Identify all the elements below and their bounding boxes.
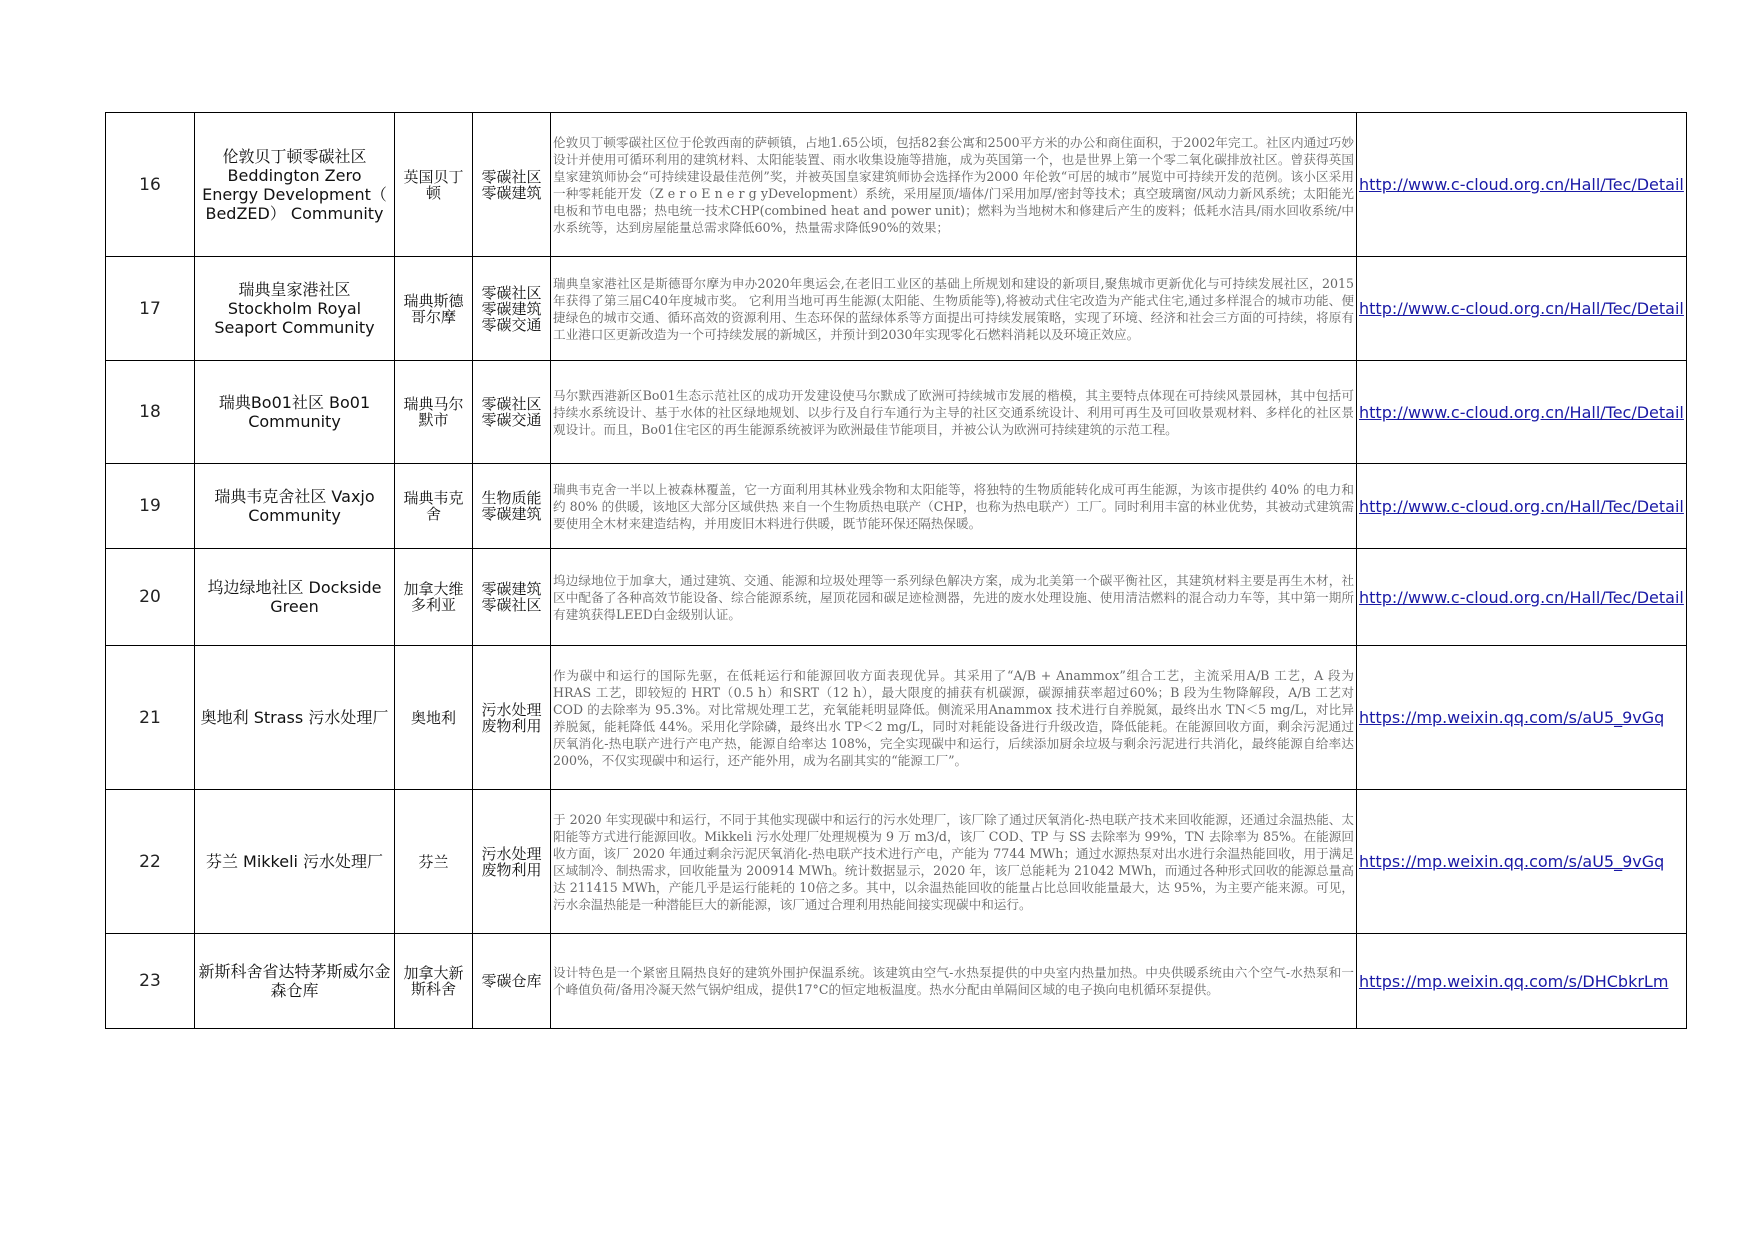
location: 芬兰	[395, 790, 473, 934]
category: 零碳仓库	[473, 934, 551, 1029]
category: 零碳社区零碳交通	[473, 361, 551, 464]
source-link-cell	[1357, 113, 1687, 257]
description: 坞边绿地位于加拿大，通过建筑、交通、能源和垃圾处理等一系列绿色解决方案，成为北美第一个碳平衡社区，其建筑材料主要是再生木材，社区中配备了各种高效节能设备、综合能源系统，屋顶花园和碳足迹检测器，先进的废水处理设施、使用清洁燃料的混合动力车等，其中第一期所有建筑获得LEED白金级别认证。	[551, 549, 1357, 646]
table-row	[106, 113, 1687, 257]
source-link[interactable]: http://www.c-cloud.org.cn/Hall/Tec/Detail	[1359, 402, 1684, 422]
table-row	[106, 549, 1687, 646]
description: 伦敦贝丁顿零碳社区位于伦敦西南的萨顿镇，占地1.65公顷，包括82套公寓和2500平方米的办公和商住面积，于2002年完工。社区内通过巧妙设计并使用可循环利用的建筑材料、太阳能装置、雨水收集设施等措施，成为英国第一个，也是世界上第一个零二氧化碳排放社区。曾获得英国皇家建筑师协会“可持续建设最佳范例”奖，并被英国皇家建筑师协会选择作为2000 年伦敦“可居的城市”展览中可持续开发的范例。该小区采用一种零耗能开发（Z e r o E n e r g yDevelopment）系统，采用屋顶/墙体/门采用加厚/密封等技术；真空玻璃窗/风动力新风系统；太阳能光电板和节电电器；热电统一技术CHP(combined heat and power unit)；燃料为当地树木和修建后产生的废料；低耗水洁具/雨水回收系统/中水系统等，达到房屋能量总需求降低60%，热量需求降低90%的效果；	[551, 113, 1357, 257]
location: 英国贝丁顿	[395, 113, 473, 257]
project-name: 新斯科舍省达特茅斯威尔金森仓库	[195, 934, 395, 1029]
table-row	[106, 790, 1687, 934]
category: 零碳建筑零碳社区	[473, 549, 551, 646]
source-link-cell	[1357, 934, 1687, 1029]
project-name: 瑞典韦克舍社区 Vaxjo Community	[195, 464, 395, 549]
description: 瑞典皇家港社区是斯德哥尔摩为申办2020年奥运会,在老旧工业区的基础上所规划和建设的新项目,聚焦城市更新优化与可持续发展社区，2015年获得了第三届C40年度城市奖。 它利用当地可再生能源(太阳能、生物质能等),将被动式住宅改造为产能式住宅,通过多样混合的城市功能、便捷绿色的城市交通、循环高效的资源利用、生态环保的蓝绿体系等方面提出可持续发展策略，实现了环境、经济和社会三方面的可持续，将原有工业港口区更新改造为一个可持续发展的新城区，并预计到2030年实现零化石燃料消耗以及环境正效应。	[551, 257, 1357, 361]
source-link-cell	[1357, 646, 1687, 790]
table-row	[106, 361, 1687, 464]
table-row	[106, 934, 1687, 1029]
source-link[interactable]: http://www.c-cloud.org.cn/Hall/Tec/Detail	[1359, 299, 1684, 318]
source-link[interactable]: http://www.c-cloud.org.cn/Hall/Tec/Detail	[1359, 496, 1684, 516]
row-number: 21	[106, 646, 195, 790]
source-link[interactable]: https://mp.weixin.qq.com/s/aU5_9vGq	[1359, 852, 1665, 871]
category: 零碳社区零碳建筑	[473, 113, 551, 257]
source-link-cell	[1357, 257, 1687, 361]
row-number: 18	[106, 361, 195, 464]
row-number: 17	[106, 257, 195, 361]
row-number: 20	[106, 549, 195, 646]
location: 奥地利	[395, 646, 473, 790]
source-link-cell	[1357, 464, 1687, 549]
source-link[interactable]: http://www.c-cloud.org.cn/Hall/Tec/Detail	[1359, 175, 1684, 194]
description: 马尔默西港新区Bo01生态示范社区的成功开发建设使马尔默成了欧洲可持续城市发展的楷模，其主要特点体现在可持续风景园林，其中包括可持续水系统设计、基于水体的社区绿地规划、以步行及自行车通行为主导的社区交通系统设计、利用可再生及可回收景观材料、多样化的社区景观设计。而且，Bo01住宅区的再生能源系统被评为欧洲最佳节能项目，并被公认为欧洲可持续建筑的示范工程。	[551, 361, 1357, 464]
source-link[interactable]: http://www.c-cloud.org.cn/Hall/Tec/Detail	[1359, 587, 1684, 607]
category: 污水处理废物利用	[473, 790, 551, 934]
table-row	[106, 257, 1687, 361]
description: 于 2020 年实现碳中和运行，不同于其他实现碳中和运行的污水处理厂，该厂除了通过厌氧消化-热电联产技术来回收能源，还通过余温热能、太阳能等方式进行能源回收。Mikkeli 污水处理厂处理规模为 9 万 m3/d，该厂 COD、TP 与 SS 去除率为 99%，TN 去除率为 85%。在能源回收方面，该厂 2020 年通过剩余污泥厌氧消化-热电联产技术进行产电，产能为 7744 MWh；通过水源热泵对出水进行余温热能回收，用于满足区域制冷、制热需求，回收能量为 200914 MWh。统计数据显示，2020 年，该厂总能耗为 21042 MWh，而通过各种形式回收的能源总量高达 211415 MWh，产能几乎是运行能耗的 10倍之多。其中，以余温热能回收的能量占比总回收能量最大，达 95%，为主要产能来源。可见，污水余温热能是一种潜能巨大的新能源，该厂通过合理利用热能间接实现碳中和运行。	[551, 790, 1357, 934]
location: 瑞典韦克舍	[395, 464, 473, 549]
project-name: 瑞典Bo01社区 Bo01 Community	[195, 361, 395, 464]
location: 瑞典马尔默市	[395, 361, 473, 464]
project-name: 伦敦贝丁顿零碳社区 Beddington Zero Energy Development（ BedZED） Community	[195, 113, 395, 257]
table-row	[106, 464, 1687, 549]
location: 加拿大新斯科舍	[395, 934, 473, 1029]
source-link[interactable]: https://mp.weixin.qq.com/s/aU5_9vGq	[1359, 708, 1665, 727]
location: 加拿大维多利亚	[395, 549, 473, 646]
table-row	[106, 646, 1687, 790]
source-link-cell	[1357, 549, 1687, 646]
category: 污水处理废物利用	[473, 646, 551, 790]
description: 作为碳中和运行的国际先驱，在低耗运行和能源回收方面表现优异。其采用了“A/B + Anammox”组合工艺，主流采用A/B 工艺，A 段为 HRAS 工艺，即较短的 HRT（0.5 h）和SRT（12 h），最大限度的捕获有机碳源，碳源捕获率超过60%；B 段为生物降解段，A/B 工艺对 COD 的去除率为 95.3%。对比常规处理工艺，充氧能耗明显降低。侧流采用Anammox 技术进行自养脱氮，最终出水 TN＜5 mg/L，对比异养脱氮，能耗降低 44%。采用化学除磷，最终出水 TP＜2 mg/L，同时对耗能设备进行升级改造，降低能耗。在能源回收方面，剩余污泥通过厌氧消化-热电联产进行产电产热，能源自给率达 108%，完全实现碳中和运行，后续添加厨余垃圾与剩余污泥进行共消化，最终能源自给率达 200%，不仅实现碳中和运行，还产能外用，成为名副其实的“能源工厂”。	[551, 646, 1357, 790]
project-name: 芬兰 Mikkeli 污水处理厂	[195, 790, 395, 934]
row-number: 19	[106, 464, 195, 549]
data-table	[105, 112, 1687, 1029]
row-number: 16	[106, 113, 195, 257]
source-link-cell	[1357, 361, 1687, 464]
category: 零碳社区零碳建筑零碳交通	[473, 257, 551, 361]
description: 瑞典韦克舍一半以上被森林覆盖，它一方面利用其林业残余物和太阳能等，将独特的生物质能转化成可再生能源，为该市提供约 40% 的电力和约 80% 的供暖，该地区大部分区域供热 来自一个生物质热电联产（CHP，也称为热电联产）工厂。同时利用丰富的林业优势，其被动式建筑需要使用全木材来建造结构，并用废旧木料进行供暖，既节能环保还隔热保暖。	[551, 464, 1357, 549]
project-name: 坞边绿地社区 Dockside Green	[195, 549, 395, 646]
row-number: 22	[106, 790, 195, 934]
source-link-cell	[1357, 790, 1687, 934]
row-number: 23	[106, 934, 195, 1029]
project-name: 奥地利 Strass 污水处理厂	[195, 646, 395, 790]
project-name: 瑞典皇家港社区 Stockholm Royal Seaport Community	[195, 257, 395, 361]
description: 设计特色是一个紧密且隔热良好的建筑外围护保温系统。该建筑由空气-水热泵提供的中央室内热量加热。中央供暖系统由六个空气-水热泵和一个峰值负荷/备用冷凝天然气锅炉组成，提供17°C的恒定地板温度。热水分配由单隔间区域的电子换向电机循环泵提供。	[551, 934, 1357, 1029]
location: 瑞典斯德哥尔摩	[395, 257, 473, 361]
category: 生物质能零碳建筑	[473, 464, 551, 549]
source-link[interactable]: https://mp.weixin.qq.com/s/DHCbkrLm	[1359, 971, 1669, 991]
